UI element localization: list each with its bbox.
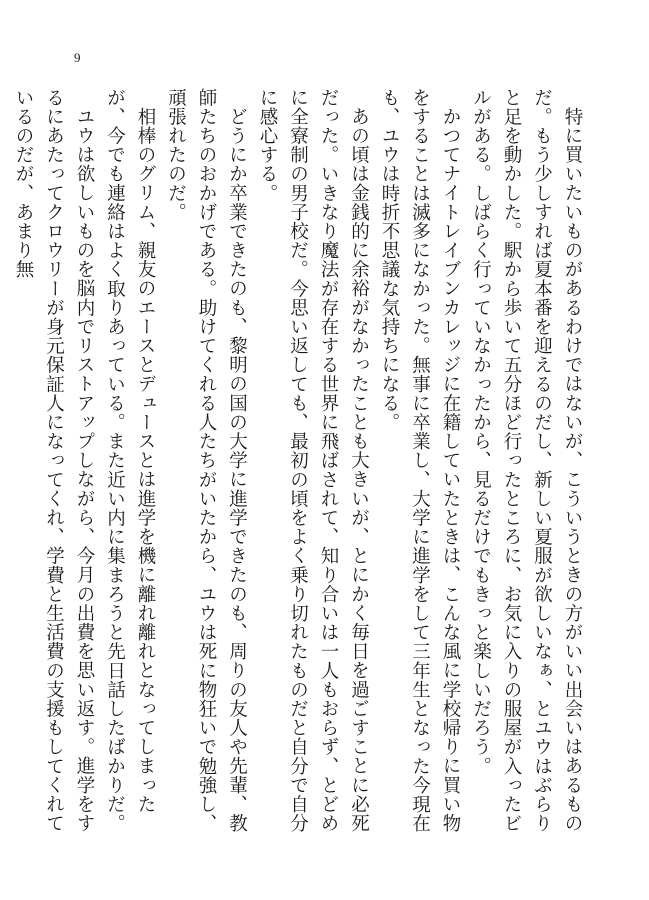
paragraph: 特に買いたいものがあるわけではないが、こういうときの方がいい出会いはあるものだ。もう少しすれば夏本番を迎えるのだし、新しい夏服が欲しいなぁ、とユウはぶらりと足を動かした。駅から歩いて五分ほど行ったところに、お気に入りの服屋が入ったビルがある。しばらく行っていなかったから、見るだけでもきっと楽しいだろう。 xyxy=(470,88,583,833)
body-text xyxy=(8,88,588,848)
paragraph: 相棒のグリム、親友のエースとデュースとは進学を機に離れ離れとなってしまったが、今でも連絡はよく取りあっている。また近い内に集まろうと先日話したばかりだ。 xyxy=(104,88,156,833)
paragraph: どうにか卒業できたのも、黎明の国の大学に進学できたのも、周りの友人や先輩、教師たちのおかげである。助けてくれる人たちがいたから、ユウは死に物狂いで勉強し、頑張れたのだ。 xyxy=(165,88,248,833)
page-number: 9 xyxy=(74,50,81,65)
paragraph: ユウは欲しいものを脳内でリストアップしながら、今月の出費を思い返す。進学をするにあたってクロウリーが身元保証人になってくれ、学費と生活費の支援もしてくれているのだが、あまり無 xyxy=(13,88,95,833)
paragraph: あの頃は金銭的に余裕がなかったことも大きいが、とにかく毎日を過ごすことに必死だった。いきなり魔法が存在する世界に飛ばされて、知り合いは一人もおらず、とどめに全寮制の男子校だ。今思い返しても、最初の頃をよく乗り切れたものだと自分で自分に感心する。 xyxy=(257,88,370,833)
paragraph: かつてナイトレイブンカレッジに在籍していたときは、こんな風に学校帰りに買い物をすることは滅多になかった。無事に卒業し、大学に進学をして三年生となった今現在も、ユウは時折不思議な気持ちになる。 xyxy=(379,88,461,833)
